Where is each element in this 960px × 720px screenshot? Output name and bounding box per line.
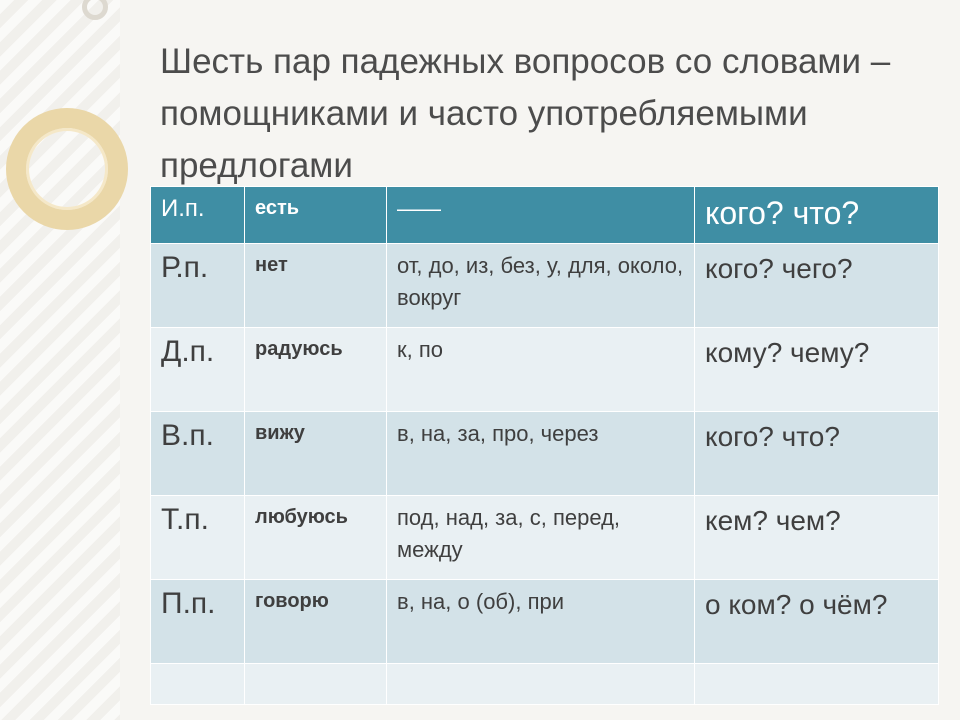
table-row-empty — [151, 664, 939, 705]
questions-cell: кем? чем? — [695, 496, 939, 580]
case-cell: И.п. — [151, 187, 245, 244]
prepositions-cell — [387, 664, 695, 705]
prepositions-cell: в, на, о (об), при — [387, 580, 695, 664]
prepositions-cell: в, на, за, про, через — [387, 412, 695, 496]
helper-word-cell — [245, 664, 387, 705]
helper-word-cell: вижу — [245, 412, 387, 496]
slide-title: Шесть пар падежных вопросов со словами – помощниками и часто употребляемыми предлогами — [160, 42, 891, 185]
case-cell: Т.п. — [151, 496, 245, 580]
case-cell: В.п. — [151, 412, 245, 496]
helper-word-cell: говорю — [245, 580, 387, 664]
questions-cell: кого? чего? — [695, 244, 939, 328]
helper-word-cell: есть — [245, 187, 387, 244]
case-cell: Р.п. — [151, 244, 245, 328]
questions-cell — [695, 664, 939, 705]
questions-cell: кого? что? — [695, 412, 939, 496]
prepositions-cell: под, над, за, с, перед, между — [387, 496, 695, 580]
case-cell: П.п. — [151, 580, 245, 664]
questions-cell: о ком? о чём? — [695, 580, 939, 664]
table-row — [151, 328, 939, 412]
table-row — [151, 412, 939, 496]
case-cell — [151, 664, 245, 705]
table-row-header — [151, 187, 939, 244]
table-row — [151, 496, 939, 580]
case-questions-table — [150, 186, 939, 705]
questions-cell: кого? что? — [695, 187, 939, 244]
questions-cell: кому? чему? — [695, 328, 939, 412]
table-row — [151, 244, 939, 328]
helper-word-cell: любуюсь — [245, 496, 387, 580]
decorative-ring — [6, 108, 128, 230]
table-row — [151, 580, 939, 664]
helper-word-cell: нет — [245, 244, 387, 328]
case-cell: Д.п. — [151, 328, 245, 412]
prepositions-cell: от, до, из, без, у, для, около, вокруг — [387, 244, 695, 328]
helper-word-cell: радуюсь — [245, 328, 387, 412]
prepositions-cell: —— — [387, 187, 695, 244]
prepositions-cell: к, по — [387, 328, 695, 412]
